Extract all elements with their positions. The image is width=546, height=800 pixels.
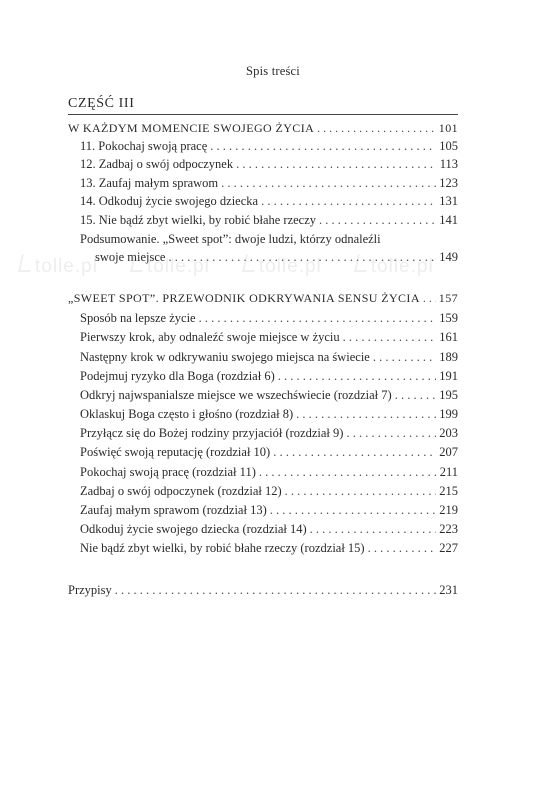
watermark-logo <box>356 254 434 284</box>
dot-leader <box>273 444 436 460</box>
toc-entry-page: 149 <box>439 250 458 264</box>
watermark-text: tolle.pl <box>370 256 434 277</box>
toc-entry-title: Podejmuj ryzyko dla Boga (rozdział 6) <box>80 369 275 383</box>
toc-entry-title: 11. Pokochaj swoją pracę <box>80 139 208 153</box>
tolle-logo-icon <box>18 254 34 272</box>
toc-entry-page: 101 <box>438 121 458 135</box>
toc-section-heading <box>68 290 458 306</box>
toc-entry-title: Przyłącz się do Bożej rodziny przyjaciół (rozdział 9) <box>80 426 344 440</box>
toc-entry <box>80 502 458 518</box>
toc-entry-title: Sposób na lepsze życie <box>80 311 196 325</box>
toc-entry <box>80 368 458 384</box>
watermark-text: tolle.pl <box>258 256 322 277</box>
dot-leader <box>221 175 436 191</box>
dot-leader <box>373 349 436 365</box>
toc-entry-page: 141 <box>439 213 458 227</box>
dot-leader <box>278 368 437 384</box>
toc-entry <box>80 444 458 460</box>
tolle-logo-icon <box>354 254 370 272</box>
toc-entry-title: „SWEET SPOT”. PRZEWODNIK ODKRYWANIA SENSU ŻYCIA <box>68 291 420 305</box>
dot-leader <box>319 212 436 228</box>
toc-entry-title: 13. Zaufaj małym sprawom <box>80 176 219 190</box>
watermark-text: tolle.pl <box>35 256 98 277</box>
toc-entry-title: Oklaskuj Boga często i głośno (rozdział 8) <box>80 407 294 421</box>
toc-entry <box>80 138 458 154</box>
page-header: Spis treści <box>246 64 300 78</box>
dot-leader <box>285 483 437 499</box>
dot-leader <box>210 138 436 154</box>
dot-leader <box>261 193 436 209</box>
dot-leader <box>346 425 436 441</box>
toc-entry <box>80 156 458 172</box>
dot-leader <box>259 464 437 480</box>
tolle-logo-icon <box>242 254 258 272</box>
watermark-text: tolle.pl <box>146 256 210 277</box>
toc-entry <box>80 425 458 441</box>
toc-entry-page: 105 <box>439 139 458 153</box>
watermark-logo <box>132 254 210 284</box>
toc-entry <box>68 582 458 598</box>
toc-entry-page: 131 <box>439 194 458 208</box>
dot-leader <box>395 387 437 403</box>
toc-entry-page: 199 <box>439 407 458 421</box>
dot-leader <box>296 406 436 422</box>
watermark-logo <box>244 254 322 284</box>
toc-entry <box>80 193 458 209</box>
toc-entry-title: W KAŻDYM MOMENCIE SWOJEGO ŻYCIA <box>68 121 315 135</box>
toc-entry-page: 157 <box>438 291 458 305</box>
toc-entry-page: 159 <box>439 311 458 325</box>
toc-entry-page: 219 <box>439 503 458 517</box>
toc-entry-page: 211 <box>439 465 458 479</box>
toc-entry-title: Pokochaj swoją pracę (rozdział 11) <box>80 465 256 479</box>
toc-entry-page: 191 <box>439 369 458 383</box>
dot-leader <box>310 521 437 537</box>
toc-entry-title: Pierwszy krok, aby odnaleźć swoje miejsce w życiu <box>80 330 340 344</box>
toc-entry-title: 14. Odkoduj życie swojego dziecka <box>80 194 259 208</box>
toc-entry-title: Przypisy <box>68 583 112 597</box>
toc-entry-title: Poświęć swoją reputację (rozdział 10) <box>80 445 271 459</box>
toc-entry <box>80 329 458 345</box>
toc-entry-page: 231 <box>439 583 458 597</box>
toc-entry-page: 161 <box>439 330 458 344</box>
toc-entry-title: Następny krok w odkrywaniu swojego miejsca na świecie <box>80 350 370 364</box>
dot-leader <box>115 582 437 598</box>
toc-entry <box>80 483 458 499</box>
part-title: CZĘŚĆ III <box>68 96 135 111</box>
toc-entry-title: 15. Nie bądź zbyt wielki, by robić błahe rzeczy <box>80 213 317 227</box>
toc-entry-page: 203 <box>439 426 458 440</box>
dot-leader <box>368 540 437 556</box>
toc-entry <box>80 212 458 228</box>
toc-entry <box>80 349 458 365</box>
toc-entry-title: Zadbaj o swój odpoczynek (rozdział 12) <box>80 484 282 498</box>
part-divider <box>68 114 458 115</box>
toc-entry-title: Nie bądź zbyt wielki, by robić błahe rzeczy (rozdział 15) <box>80 541 365 555</box>
toc-entry-page: 223 <box>439 522 458 536</box>
toc-entry-title: Odkryj najwspanialsze miejsce we wszechświecie (rozdział 7) <box>80 388 392 402</box>
dot-leader <box>236 156 437 172</box>
toc-entry-page: 227 <box>439 541 458 555</box>
toc-entry <box>80 406 458 422</box>
toc-entry <box>80 175 458 191</box>
toc-entry-title: swoje miejsce <box>95 250 166 264</box>
toc-entry <box>80 387 458 403</box>
dot-leader <box>270 502 437 518</box>
dot-leader <box>317 120 436 136</box>
toc-entry <box>80 310 458 326</box>
toc-entry-page: 123 <box>439 176 458 190</box>
toc-entry <box>80 540 458 556</box>
toc-entry-page: 215 <box>439 484 458 498</box>
toc-entry-page: 207 <box>439 445 458 459</box>
toc-entry-title: Zaufaj małym sprawom (rozdział 13) <box>80 503 267 517</box>
toc-entry-page: 113 <box>439 157 458 171</box>
toc-entry-title: Odkoduj życie swojego dziecka (rozdział 14) <box>80 522 307 536</box>
toc-entry-title: 12. Zadbaj o swój odpoczynek <box>80 157 234 171</box>
watermark-logo <box>20 254 98 284</box>
toc-entry-page: 189 <box>439 350 458 364</box>
toc-summary-line: Podsumowanie. „Sweet spot”: dwoje ludzi, którzy odnaleźli <box>80 232 381 246</box>
toc-entry-page: 195 <box>439 388 458 402</box>
dot-leader <box>423 290 436 306</box>
dot-leader <box>199 310 437 326</box>
toc-entry <box>80 521 458 537</box>
tolle-logo-icon <box>130 254 146 272</box>
dot-leader <box>343 329 437 345</box>
toc-section-heading <box>68 120 458 136</box>
toc-entry <box>80 464 458 480</box>
watermark <box>20 254 540 284</box>
